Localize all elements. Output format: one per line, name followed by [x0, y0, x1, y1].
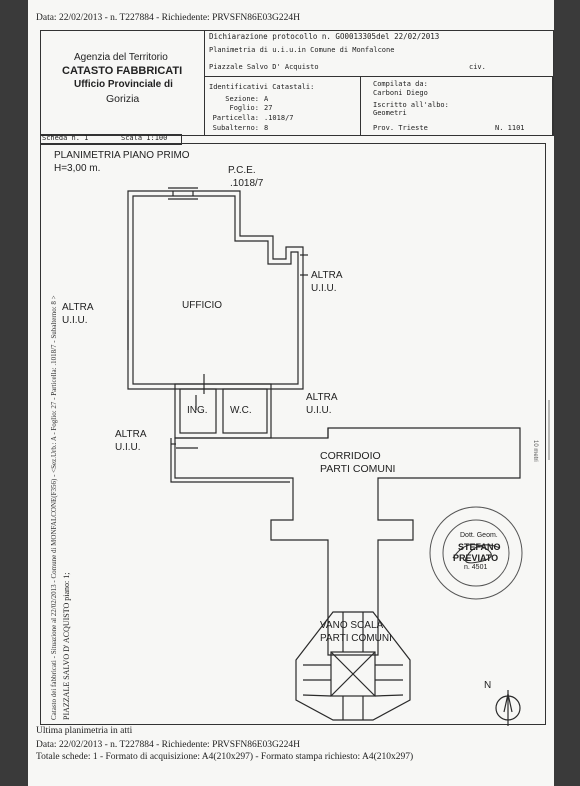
corridoio-label-2: PARTI COMUNI — [320, 463, 396, 475]
particella-value: .1018/7 — [264, 114, 294, 122]
particella-label: Particella: — [212, 114, 259, 122]
sezione-value: A — [264, 95, 269, 103]
scale-mark-label: 10 metri — [532, 440, 538, 462]
agency-line3: Ufficio Provinciale di — [74, 79, 173, 90]
pce-value: .1018/7 — [230, 178, 264, 189]
altra-right-2: U.I.U. — [311, 283, 337, 294]
seal-line2: STEFANO — [458, 542, 501, 552]
footer-stamp: Data: 22/02/2013 - n. T227884 - Richiedente: PRVSFN86E03G224H — [36, 740, 300, 750]
compiled-name: Carboni Diego — [373, 89, 428, 97]
declaration-plan: Planimetria di u.i.u.in Comune di Monfalcone — [209, 46, 395, 54]
scala-label: Scala 1:100 — [121, 134, 168, 142]
declaration-civ: civ. — [469, 63, 486, 71]
north-label: N — [484, 680, 492, 691]
albo-value: Geometri — [373, 109, 407, 117]
compiled-prov: Prov. Trieste — [373, 124, 428, 132]
subalterno-label: Subalterno: — [212, 124, 259, 132]
compiled-label: Compilata da: — [373, 80, 428, 88]
vano-label-2: PARTI COMUNI — [320, 633, 392, 644]
seal-line1: Dott. Geom. — [460, 532, 498, 539]
room-ing: ING. — [187, 405, 208, 416]
altra-left-1: ALTRA — [62, 302, 94, 313]
agency-line1: Agenzia del Territorio — [74, 52, 168, 63]
altra-low-2: U.I.U. — [115, 442, 141, 453]
identifiers-title: Identificativi Catastali: — [209, 83, 315, 91]
side-text-1: Catasto dei fabbricati - Situazione al 22/02/2013 - Comune di MONFALCONE(F356) - <Sez.Urb.: A - Foglio: 27 - Particella: .1018/7 - Subalterno: 8 > — [50, 295, 58, 720]
document-sheet — [28, 0, 554, 786]
seal-line4: n. 4501 — [464, 564, 488, 571]
foglio-label: Foglio: — [229, 104, 259, 112]
sezione-label: Sezione: — [225, 95, 259, 103]
room-wc: W.C. — [230, 405, 252, 416]
compiled-number: N. 1101 — [495, 124, 525, 132]
altra-mid-2: U.I.U. — [306, 405, 332, 416]
corridoio-label-1: CORRIDOIO — [320, 450, 381, 462]
foglio-value: 27 — [264, 104, 273, 112]
side-text-2: PIAZZALE SALVO D' ACQUISTO piano: 1; — [62, 572, 71, 720]
seal-line3: PREVIATO — [453, 553, 499, 563]
declaration-address: Piazzale Salvo D' Acquisto — [209, 63, 319, 71]
top-stamp: Data: 22/02/2013 - n. T227884 - Richiedente: PRVSFN86E03G224H — [36, 13, 300, 23]
room-ufficio: UFFICIO — [182, 300, 222, 311]
plan-height: H=3,00 m. — [54, 163, 101, 174]
altra-left-2: U.I.U. — [62, 315, 88, 326]
altra-low-1: ALTRA — [115, 429, 147, 440]
declaration-protocol: Dichiarazione protocollo n. GO0013305del 22/02/2013 — [209, 32, 440, 41]
altra-mid-1: ALTRA — [306, 392, 338, 403]
agency-line2: CATASTO FABBRICATI — [62, 65, 183, 77]
altra-right-1: ALTRA — [311, 270, 343, 281]
floor-plan-drawing — [28, 0, 554, 786]
footer-totals: Totale schede: 1 - Formato di acquisizione: A4(210x297) - Formato stampa richiesto: A4(210x297) — [36, 752, 414, 762]
footer-last: Ultima planimetria in atti — [36, 726, 133, 736]
scheda-label: Scheda n. 1 — [42, 134, 89, 142]
albo-label: Iscritto all'albo: — [373, 101, 449, 109]
plan-title: PLANIMETRIA PIANO PRIMO — [54, 150, 190, 161]
pce-label: P.C.E. — [228, 165, 256, 176]
agency-line4: Gorizia — [106, 93, 140, 105]
vano-label-1: VANO SCALA — [320, 620, 384, 631]
subalterno-value: 8 — [264, 124, 269, 132]
